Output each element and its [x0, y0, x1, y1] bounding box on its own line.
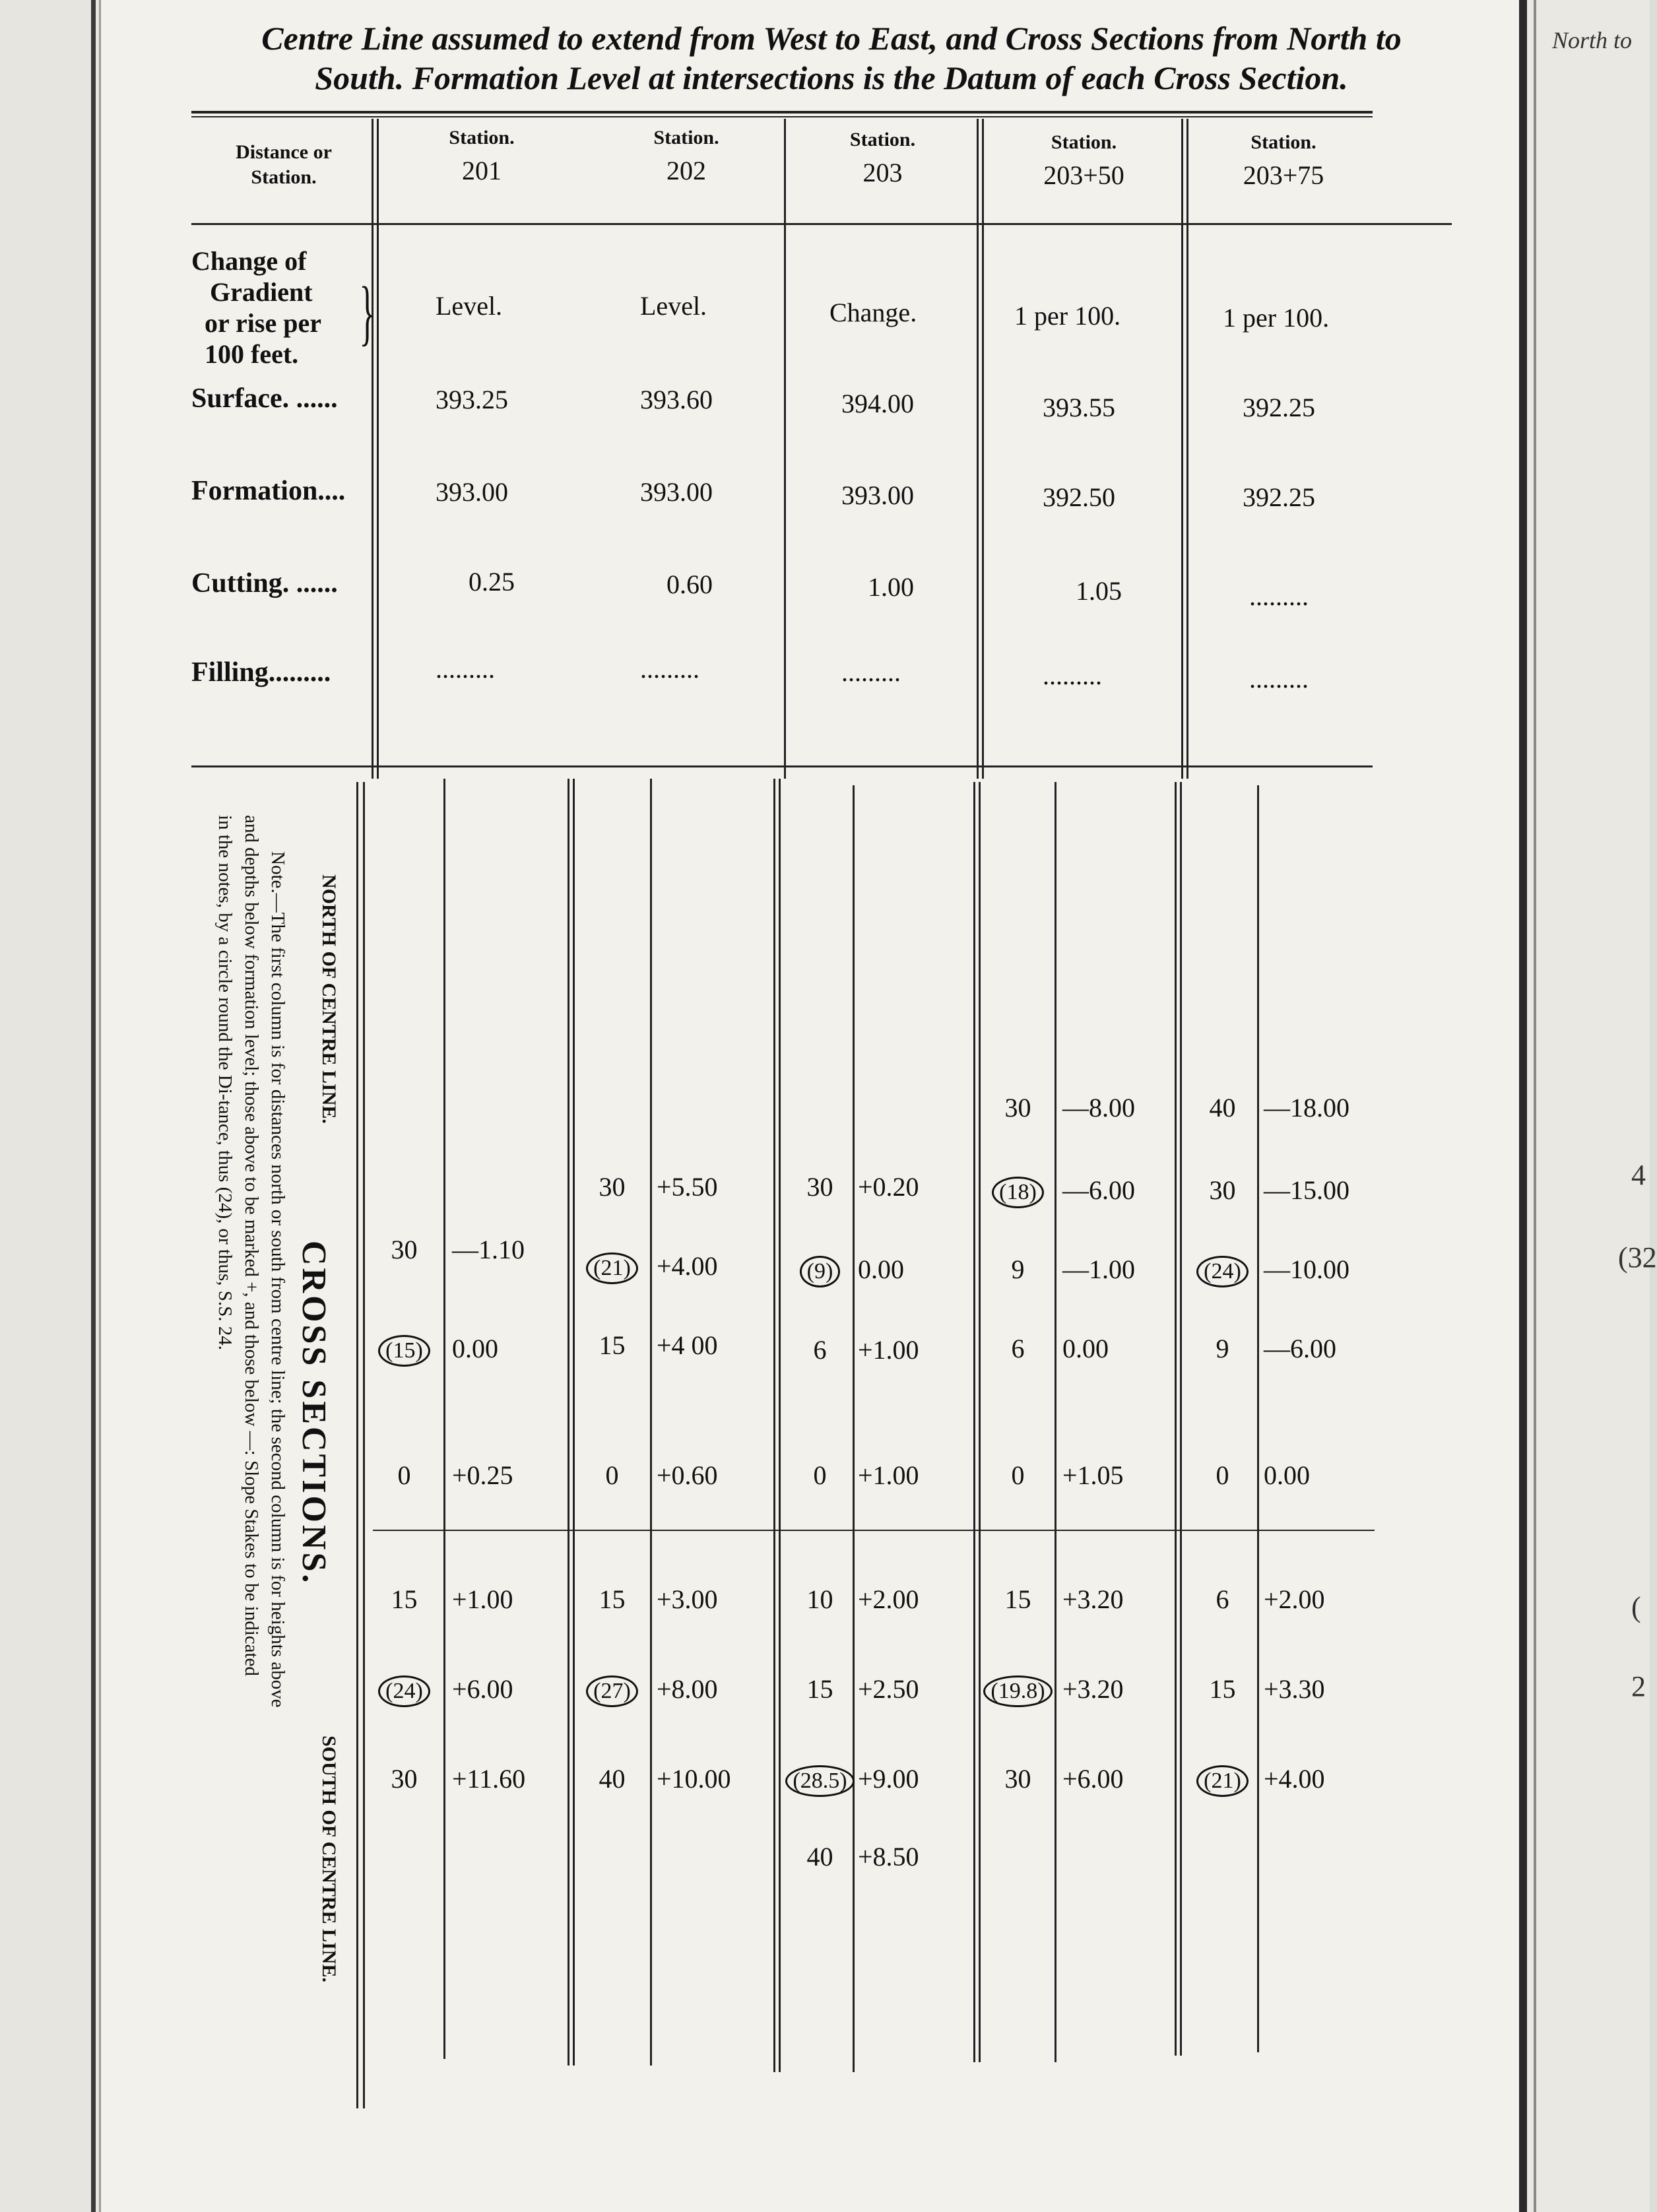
- offset-distance: (21): [1188, 1763, 1257, 1797]
- offset-distance: (24): [1188, 1254, 1257, 1287]
- height-value: 0.00: [858, 1254, 904, 1284]
- offset-distance: 40: [1209, 1093, 1236, 1122]
- note-line: in the notes, by a circle round the Di-tance, thus (24), or thus, S.S. 24.: [214, 815, 236, 1351]
- col-rule: [982, 119, 984, 779]
- formation-label: Formation....: [191, 476, 346, 506]
- offset-distance: 0: [1011, 1460, 1025, 1490]
- centre-line-rule: [373, 1530, 1375, 1531]
- height-value: 0.00: [452, 1334, 498, 1363]
- height-value: —6.00: [1062, 1175, 1135, 1205]
- margin-fragment: 4: [1631, 1159, 1646, 1191]
- height-value: —8.00: [1062, 1093, 1135, 1122]
- col-rule: [1181, 119, 1183, 779]
- col-rule: [1186, 119, 1188, 779]
- height-value: +2.00: [1264, 1584, 1325, 1614]
- height-value: —10.00: [1264, 1254, 1349, 1284]
- height-value: +1.00: [452, 1584, 513, 1614]
- cross-rule: [443, 779, 445, 2059]
- cross-rule: [779, 779, 781, 2072]
- height-value: +3.20: [1062, 1584, 1124, 1614]
- gradient-brace: }: [359, 272, 375, 352]
- offset-distance: 9: [1011, 1254, 1025, 1284]
- page-header: [178, 18, 1485, 98]
- offset-distance: 30: [1004, 1764, 1031, 1794]
- height-value: +4.00: [657, 1251, 718, 1281]
- offset-distance: 30: [1209, 1175, 1236, 1205]
- offset-distance: 15: [599, 1584, 626, 1614]
- station-header-rule: [191, 223, 1452, 225]
- offset-distance: 0: [605, 1460, 619, 1490]
- height-value: +1.05: [1062, 1460, 1124, 1490]
- offset-distance: 0: [813, 1460, 827, 1490]
- offset-distance: (9): [785, 1254, 855, 1287]
- height-value: +4 00: [657, 1330, 718, 1360]
- offset-distance: (27): [577, 1674, 647, 1707]
- north-label: NORTH OF CENTRE LINE.: [318, 874, 340, 1124]
- offset-distance: 30: [1004, 1093, 1031, 1122]
- offset-distance: (24): [370, 1674, 439, 1707]
- cross-rule: [356, 782, 358, 2108]
- offset-distance: (15): [370, 1333, 439, 1367]
- offset-distance: 6: [1216, 1584, 1229, 1614]
- margin-fragment: 2: [1631, 1670, 1646, 1703]
- height-value: 0.00: [1062, 1334, 1109, 1363]
- offset-distance: 30: [391, 1235, 418, 1264]
- height-value: 0.00: [1264, 1460, 1310, 1490]
- margin-fragment: (: [1631, 1591, 1641, 1623]
- height-value: +3.00: [657, 1584, 718, 1614]
- height-value: +6.00: [452, 1674, 513, 1704]
- height-value: —6.00: [1264, 1334, 1336, 1363]
- height-value: +5.50: [657, 1172, 718, 1202]
- height-value: +8.50: [858, 1842, 919, 1871]
- height-value: +11.60: [452, 1764, 526, 1794]
- cross-rule: [973, 782, 975, 2062]
- note-line: Note.—The first column is for distances north or south from centre line; the second column is for heights above: [267, 851, 288, 1708]
- height-value: —18.00: [1264, 1093, 1349, 1122]
- offset-distance: 15: [391, 1584, 418, 1614]
- filling-label: Filling.........: [191, 657, 331, 688]
- offset-distance: (28.5): [785, 1763, 855, 1797]
- cross-rule: [363, 782, 365, 2108]
- col-rule: [784, 119, 786, 779]
- height-value: +3.20: [1062, 1674, 1124, 1704]
- offset-distance: (19.8): [983, 1674, 1053, 1707]
- col-rule: [372, 119, 374, 779]
- offset-distance: 9: [1216, 1334, 1229, 1363]
- height-value: —1.10: [452, 1235, 525, 1264]
- header-line-2: South. Formation Level at intersections is the Datum of each Cross Section.: [315, 59, 1348, 96]
- height-value: +9.00: [858, 1764, 919, 1794]
- height-value: —15.00: [1264, 1175, 1349, 1205]
- offset-distance: 15: [806, 1674, 833, 1704]
- offset-distance: (21): [577, 1251, 647, 1284]
- offset-distance: (18): [983, 1175, 1053, 1208]
- offset-distance: 40: [599, 1764, 626, 1794]
- distance-station-label: Distance or Station.: [236, 141, 332, 188]
- cross-rule: [1055, 782, 1056, 2062]
- height-value: +2.00: [858, 1584, 919, 1614]
- right-page-edge: [1519, 0, 1657, 2212]
- height-value: +4.00: [1264, 1764, 1325, 1794]
- offset-distance: 10: [806, 1584, 833, 1614]
- offset-distance: 15: [1004, 1584, 1031, 1614]
- height-value: +6.00: [1062, 1764, 1124, 1794]
- cross-rule: [650, 779, 652, 2066]
- offset-distance: 15: [599, 1330, 626, 1360]
- height-value: +8.00: [657, 1674, 718, 1704]
- note-line: and depths below formation level; those above to be marked +, and those below —: Slope Stakes to be indicated: [241, 815, 262, 1676]
- cross-rule: [1180, 782, 1182, 2056]
- height-value: +0.25: [452, 1460, 513, 1490]
- cross-rule: [853, 785, 855, 2072]
- height-value: +2.50: [858, 1674, 919, 1704]
- cross-rule: [573, 779, 575, 2066]
- cross-rule: [1257, 785, 1259, 2052]
- cutting-label: Cutting. ......: [191, 568, 338, 599]
- gradient-label: Change of Gradient or rise per 100 feet.: [191, 246, 321, 369]
- surface-label: Surface. ......: [191, 383, 338, 414]
- header-line-1: Centre Line assumed to extend from West to East, and Cross Sections from North to: [261, 20, 1402, 57]
- document-page: North to (32 4 ( 2 Centre Line assumed to extend from West to East, and Cross Sections from North to South. Formation Level at intersections is the Datum of each Cross Section. Distance or Station. Change of Gradient or rise per 100 feet. } Surface. ...... Formation.... Cutting. ...... Filling......... Station. 201 Level. 393.25 393.00 0.25 ......... Station. 202 Level. 393.60 393.00 0.60 ......... Station. 203 Change. 394.00 393.00 1.00 ......... Station. 203+50 1 per 100. 393.55 392.50 1.05 ......... Station. 203+75 1 per 100. 392.25 392.25 ......... ......... NORTH OF CENTRE LINE. CROSS SECTIONS. SOUTH OF CENTRE LINE. Note.—The first column is for distances north or south from centre line; the second column is for heights above and depths below formation level; those above to be marked +, and those below —: Slope Stakes to be indicated in the notes, by a circle round the Di-tance, thus (24), or thus, S.S. 24. 30 —1.10 (15) 0.00 30 +5.50 (21) +4.00 15 +4 00 30 +0.20 (9) 0.00 6 +1.00 30 —8.00 (18) —6.00 9 —1.00 6 0.00 40 —18.00 30 —15.00 (24) —10.00 9 —6.00 0 +0.25 0 +0.60 0 +1.00 0 +1.05 0 0.00 15 +1.00 (24) +6.00 30 +11.60 15 +3.00 (27) +8.00 40 +10.00 10 +2.00 15 +2.50 (28.5) +9.00 40 +8.50 15 +3.20 (19.8) +3.20 30 +6.00 6 +2.00 15 +3.30 (21) +4.00: [0, 0, 1650, 2212]
- offset-distance: 0: [397, 1460, 411, 1490]
- offset-distance: 30: [599, 1172, 626, 1202]
- offset-distance: 30: [806, 1172, 833, 1202]
- margin-fragment: North to: [1552, 27, 1633, 53]
- height-value: +0.20: [858, 1172, 919, 1202]
- col-rule: [377, 119, 379, 779]
- cross-sections-label: CROSS SECTIONS.: [295, 1241, 333, 1586]
- header-rule: [191, 111, 1373, 114]
- offset-distance: 30: [391, 1764, 418, 1794]
- cross-rule: [773, 779, 775, 2072]
- cross-rule: [979, 782, 981, 2062]
- height-value: —1.00: [1062, 1254, 1135, 1284]
- col-rule: [977, 119, 979, 779]
- offset-distance: 0: [1216, 1460, 1229, 1490]
- header-rule-2: [191, 116, 1373, 117]
- height-value: +1.00: [858, 1335, 919, 1365]
- offset-distance: 6: [1011, 1334, 1025, 1363]
- height-value: +3.30: [1264, 1674, 1325, 1704]
- height-value: +1.00: [858, 1460, 919, 1490]
- left-page-edge: [0, 0, 99, 2212]
- offset-distance: 15: [1209, 1674, 1236, 1704]
- offset-distance: 6: [813, 1335, 827, 1365]
- table-bottom-rule: [191, 765, 1373, 767]
- margin-fragment: (32: [1618, 1241, 1657, 1274]
- offset-distance: 40: [806, 1842, 833, 1871]
- height-value: +10.00: [657, 1764, 731, 1794]
- height-value: +0.60: [657, 1460, 718, 1490]
- cross-rule: [1175, 782, 1177, 2056]
- south-label: SOUTH OF CENTRE LINE.: [318, 1736, 340, 1982]
- cross-rule: [568, 779, 569, 2066]
